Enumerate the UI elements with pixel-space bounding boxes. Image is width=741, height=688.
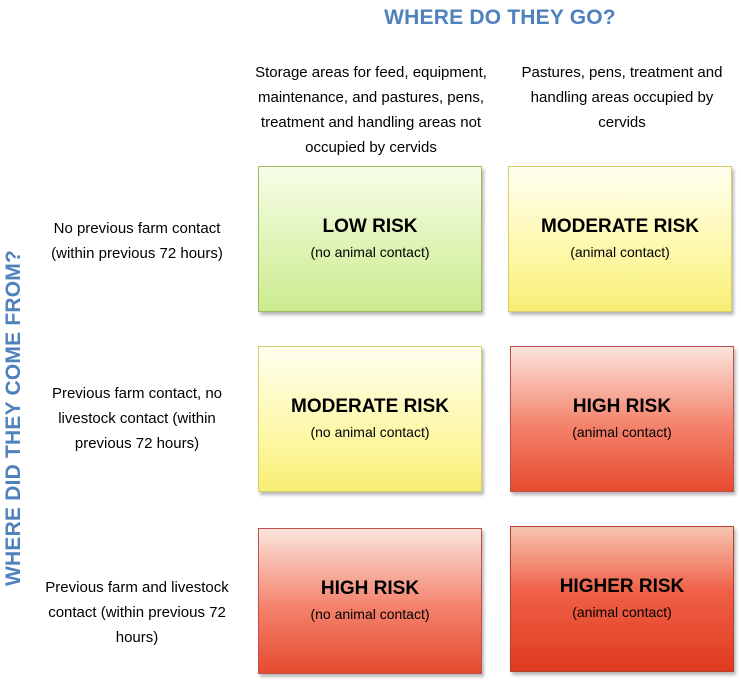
risk-level-label: HIGHER RISK [559,576,685,597]
risk-level-label: MODERATE RISK [291,396,449,417]
risk-level-label: HIGH RISK [320,578,420,599]
top-axis-title: WHERE DO THEY GO? [384,6,616,29]
column-header-storage-areas: Storage areas for feed, equipment, maintenance, and pastures, pens, treatment and handling areas not occupied by cervids [255,64,487,156]
side-axis-title-container [0,228,28,608]
contact-note: (no animal contact) [310,244,430,260]
risk-cell-high-animal [510,346,734,492]
contact-note: (no animal contact) [310,424,430,440]
risk-level-label: MODERATE RISK [541,216,699,237]
row-label-no-farm-contact: No previous farm contact (within previous 72 hours) [51,220,223,262]
risk-cell-higher-animal [510,526,734,672]
contact-note: (no animal contact) [310,606,430,622]
contact-note: (animal contact) [570,244,670,260]
row-label-farm-and-livestock-contact: Previous farm and livestock contact (within previous 72 hours) [45,579,229,646]
row-label-farm-contact-no-livestock: Previous farm contact, no livestock contact (within previous 72 hours) [51,385,223,452]
risk-level-label: LOW RISK [322,216,418,237]
contact-note: (animal contact) [572,604,672,620]
column-header-cervid-areas: Pastures, pens, treatment and handling areas occupied by cervids [521,64,723,131]
contact-note: (animal contact) [572,424,672,440]
risk-cell-low [258,166,482,312]
risk-cell-moderate-no-animal [258,346,482,492]
risk-cell-high-no-animal [258,528,482,674]
risk-cell-moderate-animal [508,166,732,312]
risk-level-label: HIGH RISK [572,396,672,417]
side-axis-title: WHERE DID THEY COME FROM? [2,250,25,586]
